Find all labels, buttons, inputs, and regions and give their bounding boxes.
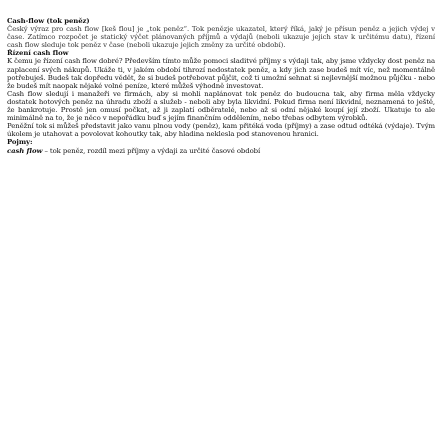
term-name: cash flow xyxy=(7,146,43,155)
term-entry xyxy=(7,147,435,155)
paragraph-companies: Cash flow sledují i manažeři ve firmách, aby si mohli naplánovat tok peněz do budoucna tak, aby firma měla vždycky dostatek hotových peněz na úhradu zboží a služeb - neboli aby byla likvidní. Pokud firma není likvidní, neznamená to ještě, že bankrotuje. Prostě jen omusí počkat, až ji zaplatí odběratelé, nebo až si odní nějaké koupí její zboží. Ukatuje to ale minimálně na to, že je něco v nepořádku buď s jejím finančním oddělením, nebo třebas odbytem výrobků. xyxy=(7,89,435,123)
document-page xyxy=(7,17,435,155)
paragraph-purpose: K čemu je řízení cash flow dobré? Především tímto může pomoci sladitvé příjmy s výdaji tak, aby jsme vždycky dost peněz na zaplacení svých nákupů. Ukáže ti, v jakém období tihrozí nedostatek peněz, a kdy jich zase budeš mít víc, než momentálně potřebuješ. Budeš tak dopředu vědět, že si budeš potřebovat půjčit, což ti umožní sehnat si nejlevnější možnou půjčku - nebo že budeš mít naopak nějaké volné peníze, které můžeš výhodně investovat. xyxy=(7,57,435,90)
document-title: Cash-flow (tok peněz) xyxy=(7,17,90,25)
terms-heading: Pojmy: xyxy=(7,138,33,147)
section-heading: Řízení cash flow xyxy=(7,49,69,58)
paragraph-bathtub: Peněžní tok si můžeš představit jako vanu plnou vody (peněz), kam přitéká voda (příjmy) a zase odtud odtéká (výdaje). Tvým úkolem je utahovat a povolovat kohoutky tak, aby hladina neklesla pod stanovenou hranici. xyxy=(7,122,435,139)
term-definition: – tok peněz, rozdíl mezi příjmy a výdaji za určité časové období xyxy=(42,146,261,155)
intro-paragraph: Český výraz pro cash flow [keš flou] je „tok peněz“. Tok penězje ukazatel, který říká, jaký je přísun peněz a jejich výdej v čase. Zatímco rozpočet je statický výčet plánovaných příjmů a výdajů (neboli ukazuje jejich stav k určitému datu), řízení cash flow sleduje tok peněz v čase (neboli ukazuje jejich změny za určité období). xyxy=(7,25,435,50)
